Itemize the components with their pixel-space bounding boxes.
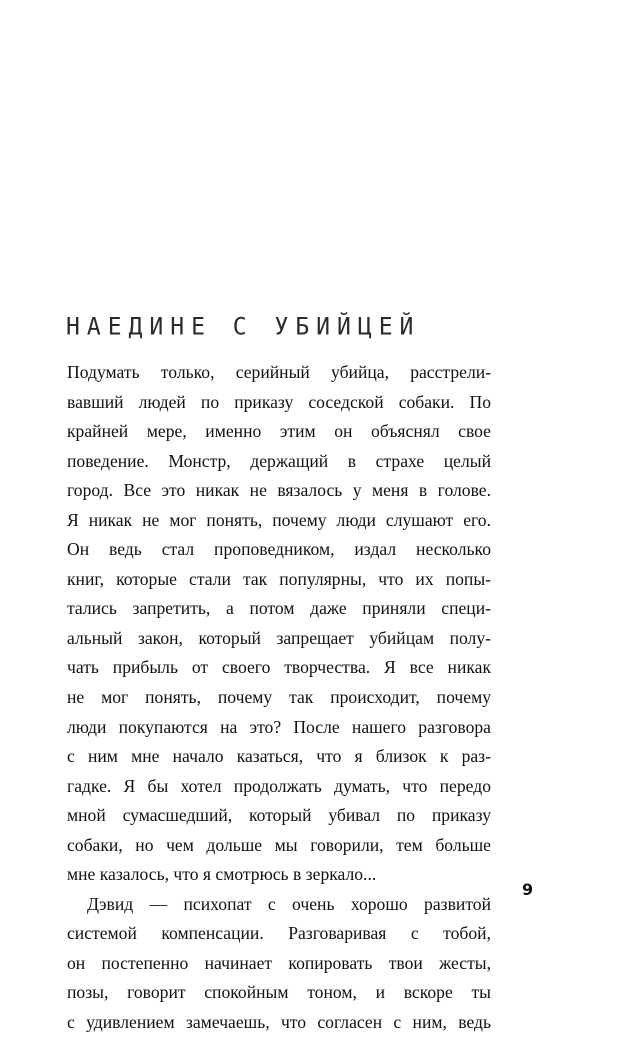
text-line: тались запретить, а потом даже приняли специ- (67, 598, 491, 619)
text-line: поведение. Монстр, держащий в страхе целый (67, 450, 491, 471)
text-line: гадке. Я бы хотел продолжать думать, что передо (67, 775, 491, 796)
chapter-title-text: НАЕДИНЕ С УБИЙЦЕЙ (66, 313, 421, 341)
text-line: книг, которые стали так популярны, что их попы- (67, 568, 491, 589)
page-number: 9 (522, 880, 534, 899)
text-line: не мог понять, почему так происходит, почему (67, 687, 491, 708)
chapter-title (66, 314, 420, 340)
text-line: город. Все это никак не вязалось у меня в голове. (67, 480, 491, 501)
paragraph (67, 358, 491, 890)
text-line: мне казалось, что я смотрюсь в зеркало... (67, 864, 377, 885)
text-line: вавший людей по приказу соседской собаки. По (67, 391, 491, 412)
text-line: люди покупаются на это? После нашего разговора (67, 716, 491, 737)
text-line: с удивлением замечаешь, что согласен с ним, ведь (67, 1012, 491, 1033)
text-line: Подумать только, серийный убийца, расстрели- (67, 362, 491, 382)
text-line: чать прибыль от своего творчества. Я все никак (67, 657, 491, 678)
body-text (67, 358, 491, 1038)
text-line: с ним мне начало казаться, что я близок к раз- (67, 746, 491, 767)
paragraph (67, 890, 491, 1038)
text-line: Я никак не мог понять, почему люди слушают его. (67, 509, 491, 530)
text-line: мной сумасшедший, который убивал по приказу (67, 805, 491, 826)
text-line: альный закон, который запрещает убийцам полу- (67, 627, 491, 648)
text-line: Он ведь стал проповедником, издал несколько (67, 539, 491, 560)
text-line: системой компенсации. Разговаривая с тобой, (67, 923, 491, 944)
text-line: крайней мере, именно этим он объяснял свое (67, 421, 491, 442)
text-line: собаки, но чем дольше мы говорили, тем больше (67, 834, 491, 855)
text-line: Дэвид — психопат с очень хорошо развитой (87, 893, 491, 914)
text-line: позы, говорит спокойным тоном, и вскоре ты (67, 982, 491, 1003)
text-line: он постепенно начинает копировать твои жесты, (67, 952, 491, 973)
